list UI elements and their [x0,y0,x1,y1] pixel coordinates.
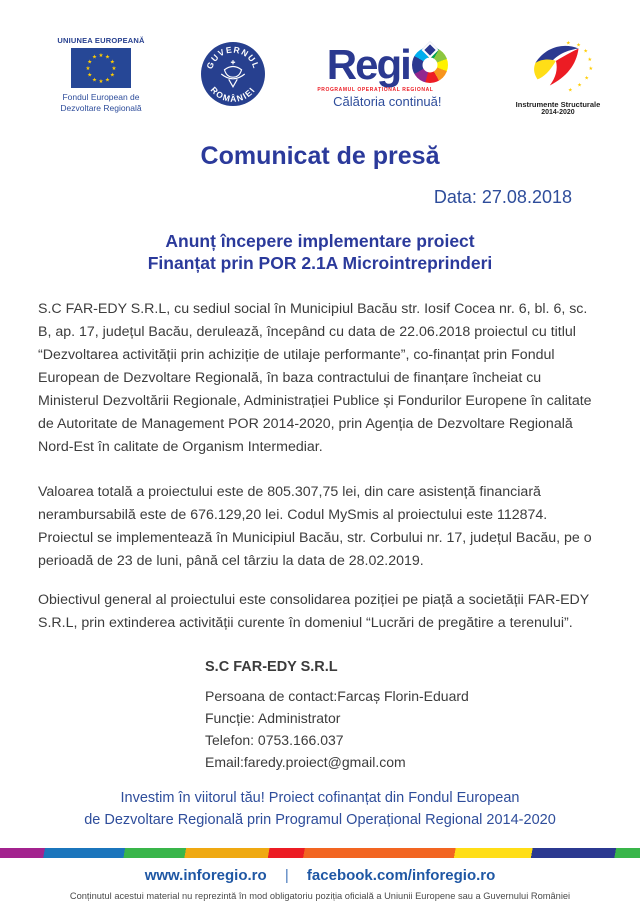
svg-text:GUVERNUL: GUVERNUL [203,44,262,71]
svg-text:★: ★ [92,77,97,84]
eu-logo-title: UNIUNEA EUROPEANĂ [57,36,145,45]
government-seal [193,42,273,111]
regio-wordmark: Regi [326,41,410,88]
svg-text:★: ★ [577,82,582,89]
paragraph-project-value: Valoarea totală a proiectului este de 805.307,75 lei, din care asistență financiară nerambursabilă este de 676.129,20 lei. Codul MySmis al proiectului este 112874. Proiectul se implementează în Municipiul Bacău, str. Corbului nr. 17, județul Bacău, pe o perioadă de 23 de luni, până cel târziu la data de 28.02.2019. [38,484,592,569]
svg-text:★: ★ [584,75,590,82]
svg-text:★: ★ [87,59,93,66]
rainbow-stripe [0,848,640,858]
eu-logo [40,36,162,114]
signature-block [0,659,640,773]
paragraph-project-objective: Obiectivul general al proiectului este consolidarea poziției pe piață a societății FAR-EDY S.R.L, prin extinderea activității curente în domeniul “Lucrări de pregătire a terenului”. [38,592,589,631]
regio-tagline: Călătoria continuă! [333,94,442,109]
website-link[interactable]: www.inforegio.ro [144,867,267,884]
svg-text:★: ★ [92,54,97,61]
link-separator: | [284,867,289,884]
svg-text:★: ★ [109,59,115,66]
svg-text:★: ★ [588,66,594,73]
svg-text:★: ★ [98,79,104,85]
contact-person: Persoana de contact:Farcaș Florin-Eduard [205,688,469,704]
svg-text:★: ★ [576,42,581,49]
svg-text:★: ★ [583,48,588,55]
paragraph-project-start: S.C FAR-EDY S.R.L, cu sediul social în Municipiul Bacău str. Iosif Cocea nr. 6, bl. 6, sc. B, ap. 17, județul Bacău, derulează, începând cu data de 22.06.2018 proiectul cu titlul “Dezvoltarea activității prin achiziție de utilaje performante”, co-finanțat prin Fondul European de Dezvoltare Regională, în baza contractului de finanțare încheiat cu Ministerul Dezvoltării Regionale, Administrației Publice și Fondurilor Europene în calitate de Autoritate de Management POR 2014-2020, prin Agenția de Dezvoltare Regională Nord-Est în calitate de Organism Intermediar. [38,301,592,455]
logo-header [0,0,640,116]
facebook-link[interactable]: facebook.com/inforegio.ro [306,867,496,884]
subtitle-line-1: Anunț începere implementare proiect [165,231,475,251]
eu-flag-icon [71,48,131,88]
svg-text:★: ★ [98,53,104,59]
svg-text:★: ★ [111,66,117,72]
svg-text:ROMÂNIEI: ROMÂNIEI [208,84,257,104]
regio-logo [303,41,471,109]
footer-links [0,858,640,884]
regio-notch-icon [421,42,438,59]
svg-text:★: ★ [85,66,91,72]
investment-slogan [0,787,640,831]
disclaimer-text: Conținutul acestui material nu reprezintă în mod obligatoriu poziția oficială a Uniunii Europene sau a Guvernului României [69,891,571,901]
subtitle-line-2: Finanțat prin POR 2.1A Microintreprinderi [147,253,493,273]
contact-role: Funcție: Administrator [205,710,341,726]
svg-text:★: ★ [565,40,571,47]
svg-text:★: ★ [567,87,573,94]
body-text [0,274,640,635]
svg-text:★: ★ [109,72,115,79]
structural-instruments-label: Instrumente Structurale [515,100,601,109]
structural-instruments-years: 2014-2020 [541,109,575,116]
government-seal-icon [201,42,265,106]
investment-slogan-line-2: de Dezvoltare Regională prin Programul Operațional Regional 2014-2020 [84,812,556,828]
eu-logo-caption: Fondul European de Dezvoltare Regională [60,92,142,114]
page-title: Comunicat de presă [200,142,440,170]
regio-program-label: PROGRAMUL OPERAȚIONAL REGIONAL [317,87,434,93]
svg-text:★: ★ [105,77,110,84]
date-line: Data: 27.08.2018 [433,187,572,207]
svg-text:★: ★ [587,56,593,63]
company-name: S.C FAR-EDY S.R.L [205,659,338,675]
svg-text:★: ★ [105,54,110,61]
investment-slogan-line-1: Investim în viitorul tău! Proiect cofinanțat din Fondul European [120,790,520,806]
contact-email: Email:faredy.proiect@gmail.com [205,754,406,770]
svg-text:★: ★ [87,72,93,79]
footer [0,848,640,909]
contact-phone: Telefon: 0753.166.037 [205,732,344,748]
regio-wheel-icon [412,47,448,83]
announcement-subtitle [0,230,640,274]
structural-instruments-icon [519,38,597,94]
structural-instruments-logo [502,38,614,116]
